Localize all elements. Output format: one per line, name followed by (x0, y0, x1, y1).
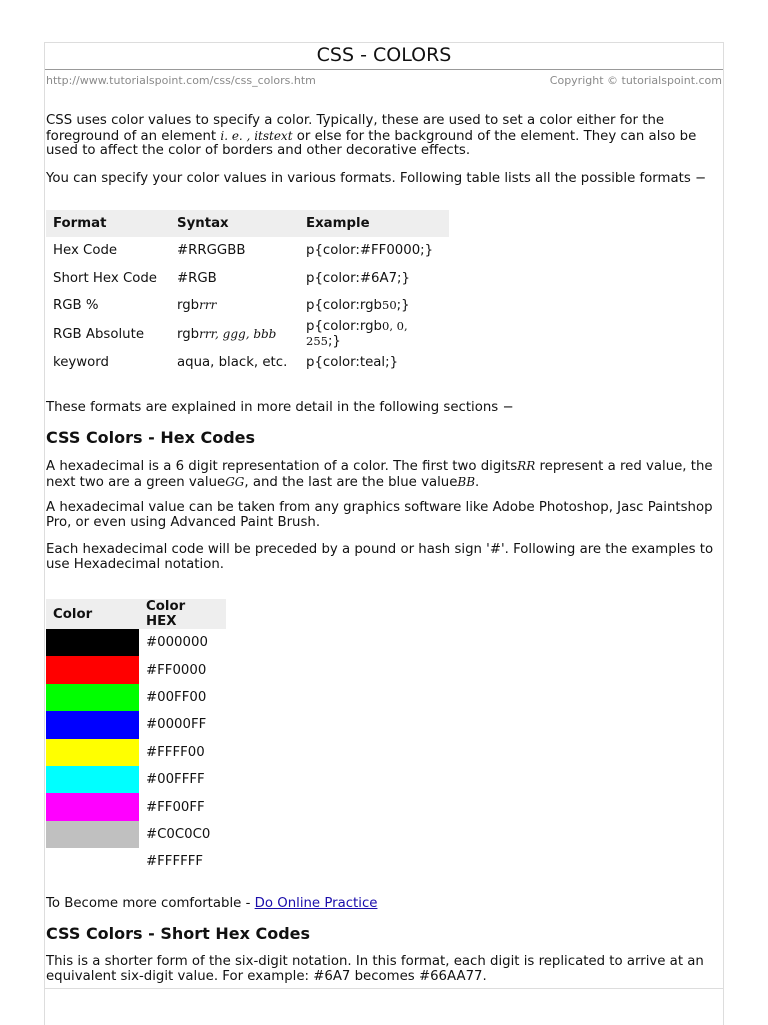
table-row (46, 656, 226, 683)
page-bottom-border (45, 988, 723, 989)
syntax-cell: #RRGGBB (177, 243, 246, 259)
short-hex-paragraph: This is a shorter form of the six-digit notation. In this format, each digit is replicated to arrive at an equivalent six-digit value. For example: #6A7 becomes #66AA77. (46, 954, 704, 984)
color-swatch (46, 711, 139, 738)
syntax-cell: #RGB (177, 270, 217, 286)
format-cell: Short Hex Code (53, 270, 157, 286)
color-swatch (46, 793, 139, 820)
column-header: Syntax (170, 210, 299, 237)
hex-cell: #00FF00 (146, 689, 207, 705)
column-header: Color (46, 599, 139, 629)
online-practice-link[interactable]: Do Online Practice (254, 896, 378, 911)
color-swatch (46, 821, 139, 848)
format-cell: Hex Code (53, 243, 118, 259)
table-row (46, 711, 226, 738)
example-cell: p{color:#6A7;} (306, 270, 410, 286)
syntax-cell: rgbrrr (177, 297, 217, 313)
hex-cell: #00FFFF (146, 772, 205, 788)
title-divider (45, 69, 723, 70)
table-row (46, 629, 226, 656)
table-row (46, 237, 449, 264)
source-url: http://www.tutorialspoint.com/css/css_colors.htm (46, 74, 316, 87)
formats-table (46, 210, 449, 377)
example-cell: p{color:rgb50;} (306, 297, 410, 313)
intro-paragraph-1: CSS uses color values to specify a color. Typically, these are used to set a color either for the foreground of an element i. e. , itstext or else for the background of the element. They can also be used to affect the color of borders and other decorative effects. (46, 113, 697, 159)
color-swatch (46, 848, 139, 875)
copyright-notice: Copyright © tutorialspoint.com (549, 74, 722, 87)
table-row (46, 292, 449, 319)
syntax-cell: aqua, black, etc. (177, 355, 288, 371)
column-header: Color HEX (139, 599, 226, 629)
document-page (44, 42, 724, 1025)
short-hex-heading: CSS Colors - Short Hex Codes (46, 924, 311, 943)
colors-table (46, 599, 226, 876)
table-row (46, 319, 449, 349)
color-swatch (46, 629, 139, 656)
column-header: Format (46, 210, 170, 237)
hex-cell: #0000FF (146, 717, 207, 733)
hex-cell: #FFFF00 (146, 744, 205, 760)
hex-codes-heading: CSS Colors - Hex Codes (46, 428, 256, 447)
practice-line: To Become more comfortable - Do Online Practice (46, 896, 378, 911)
hex-cell: #C0C0C0 (146, 826, 211, 842)
format-cell: RGB % (53, 297, 99, 313)
hex-cell: #FF00FF (146, 799, 205, 815)
intro-paragraph-2: You can specify your color values in various formats. Following table lists all the possible formats − (46, 171, 707, 186)
format-cell: RGB Absolute (53, 326, 145, 342)
color-swatch (46, 684, 139, 711)
hex-paragraph-2: A hexadecimal value can be taken from any graphics software like Adobe Photoshop, Jasc Paintshop Pro, or even using Advanced Paint Brush. (46, 500, 713, 530)
table-row (46, 684, 226, 711)
table-row (46, 793, 226, 820)
table-row (46, 821, 226, 848)
example-cell: p{color:teal;} (306, 355, 399, 371)
table-row (46, 739, 226, 766)
hex-cell: #FFFFFF (146, 854, 204, 870)
table-row (46, 349, 449, 376)
example-cell: p{color:#FF0000;} (306, 243, 434, 259)
column-header: Example (299, 210, 449, 237)
format-cell: keyword (53, 355, 109, 371)
formats-table-header (46, 210, 449, 237)
table-row (46, 848, 226, 875)
color-swatch (46, 766, 139, 793)
color-swatch (46, 739, 139, 766)
table-row (46, 766, 226, 793)
hex-cell: #000000 (146, 635, 208, 651)
page-title: CSS - COLORS (316, 44, 452, 66)
syntax-cell: rgbrrr, ggg, bbb (177, 326, 277, 342)
hex-paragraph-1: A hexadecimal is a 6 digit representation of a color. The first two digitsRR represent a red value, the next two are a green valueGG, and the last are the blue valueBB. (46, 459, 713, 490)
colors-table-header (46, 599, 226, 629)
hex-cell: #FF0000 (146, 662, 207, 678)
formats-note: These formats are explained in more detail in the following sections − (46, 400, 514, 415)
color-swatch (46, 656, 139, 683)
hex-paragraph-3: Each hexadecimal code will be preceded by a pound or hash sign '#'. Following are the examples to use Hexadecimal notation. (46, 542, 714, 572)
table-row (46, 264, 449, 291)
example-cell: p{color:rgb0, 0, 255;} (306, 319, 408, 350)
